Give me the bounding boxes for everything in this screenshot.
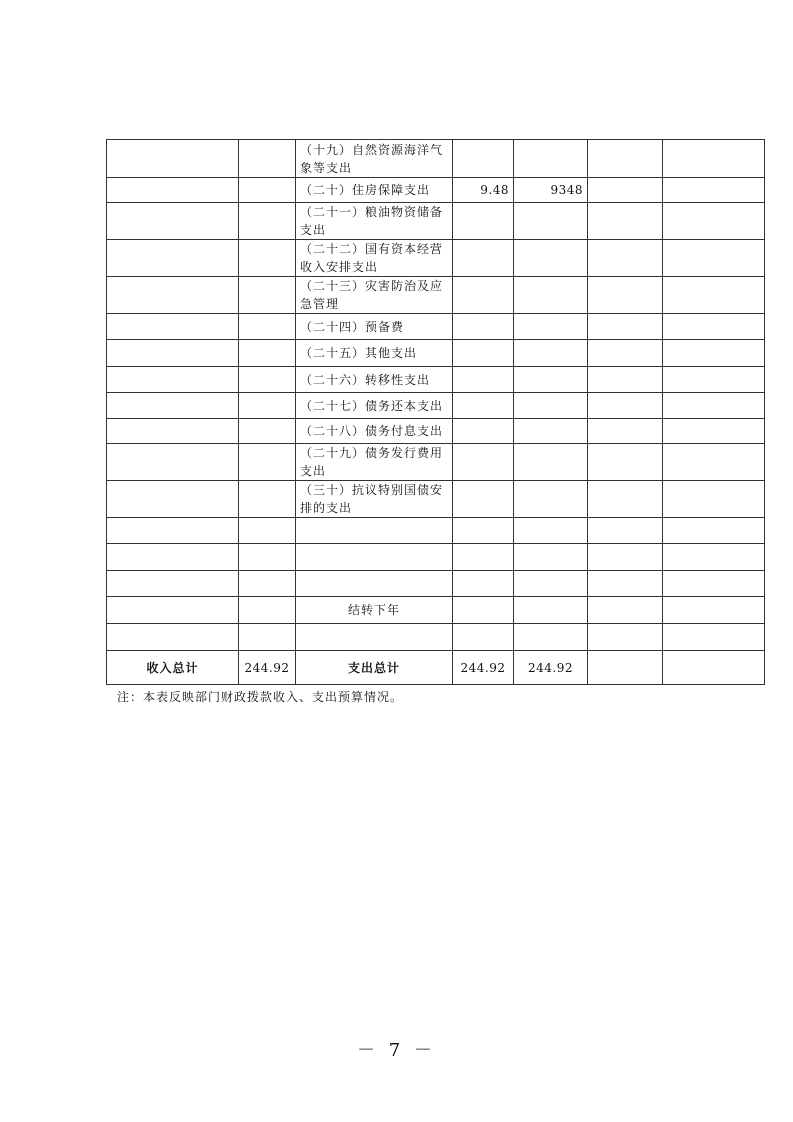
expense-value-1 — [453, 203, 514, 240]
expense-value-2: 9348 — [514, 178, 588, 203]
empty-row — [107, 571, 765, 597]
expense-value-1 — [453, 419, 514, 444]
table-cell — [107, 419, 239, 444]
expense-item-label: （二十一）粮油物资储备支出 — [296, 203, 453, 240]
table-cell — [588, 340, 663, 367]
table-cell — [107, 367, 239, 393]
total-row — [107, 651, 765, 685]
table-row — [107, 367, 765, 393]
table-cell — [239, 444, 296, 481]
table-cell — [588, 178, 663, 203]
table-footnote: 注：本表反映部门财政拨款收入、支出预算情况。 — [117, 690, 404, 704]
table-cell — [239, 314, 296, 340]
table-cell — [107, 240, 239, 277]
table-cell — [663, 277, 765, 314]
expense-value-2 — [514, 140, 588, 178]
table-cell — [239, 140, 296, 178]
expense-value-2 — [514, 277, 588, 314]
income-total-value: 244.92 — [239, 651, 296, 685]
expense-item-label: （三十）抗议特别国债安排的支出 — [296, 481, 453, 518]
expense-total-value-1: 244.92 — [453, 651, 514, 685]
table-row — [107, 314, 765, 340]
table-row — [107, 393, 765, 419]
table-cell — [663, 367, 765, 393]
expense-item-label: （十九）自然资源海洋气象等支出 — [296, 140, 453, 178]
expense-value-2 — [514, 481, 588, 518]
expense-item-label: （二十四）预备费 — [296, 314, 453, 340]
table-cell — [588, 240, 663, 277]
table-row — [107, 240, 765, 277]
table-cell — [588, 203, 663, 240]
expense-item-label: （二十三）灾害防治及应急管理 — [296, 277, 453, 314]
expense-value-1 — [453, 240, 514, 277]
expense-value-1 — [453, 367, 514, 393]
table-cell — [663, 314, 765, 340]
page-number: － 7 － — [357, 1040, 436, 1061]
table-row — [107, 178, 765, 203]
expense-value-2 — [514, 393, 588, 419]
table-cell — [107, 481, 239, 518]
table-cell — [663, 419, 765, 444]
table-cell — [239, 481, 296, 518]
expense-value-2 — [514, 240, 588, 277]
table-cell — [663, 340, 765, 367]
table-row — [107, 419, 765, 444]
table-row — [107, 277, 765, 314]
table-cell — [239, 340, 296, 367]
expense-value-2 — [514, 314, 588, 340]
table-cell — [663, 393, 765, 419]
table-cell — [107, 314, 239, 340]
table-cell — [239, 178, 296, 203]
expense-value-1 — [453, 444, 514, 481]
expense-value-1 — [453, 314, 514, 340]
table-row — [107, 481, 765, 518]
table-cell — [107, 393, 239, 419]
table-cell — [239, 203, 296, 240]
table-cell — [107, 140, 239, 178]
table-cell — [663, 240, 765, 277]
table-cell — [588, 277, 663, 314]
table-cell — [239, 367, 296, 393]
table-cell — [107, 340, 239, 367]
table-cell — [588, 367, 663, 393]
carryover-row — [107, 597, 765, 624]
expense-value-2 — [514, 367, 588, 393]
expense-value-1 — [453, 140, 514, 178]
expense-value-1 — [453, 481, 514, 518]
expense-value-2 — [514, 340, 588, 367]
table-row — [107, 340, 765, 367]
table-cell — [239, 277, 296, 314]
table-cell — [588, 444, 663, 481]
expense-total-value-2: 244.92 — [514, 651, 588, 685]
empty-row — [107, 544, 765, 571]
expense-value-1 — [453, 393, 514, 419]
table-cell — [663, 178, 765, 203]
table-row — [107, 203, 765, 240]
carryover-label: 结转下年 — [296, 597, 453, 624]
expense-item-label: （二十五）其他支出 — [296, 340, 453, 367]
expense-item-label: （二十七）债务还本支出 — [296, 393, 453, 419]
expense-total-label: 支出总计 — [296, 651, 453, 685]
table-cell — [588, 419, 663, 444]
income-total-label: 收入总计 — [107, 651, 239, 685]
table-cell — [239, 240, 296, 277]
table-cell — [239, 393, 296, 419]
expense-item-label: （二十八）债务付息支出 — [296, 419, 453, 444]
table-cell — [107, 277, 239, 314]
table-cell — [239, 419, 296, 444]
expense-item-label: （二十九）债务发行费用支出 — [296, 444, 453, 481]
table-cell — [663, 203, 765, 240]
table-cell — [588, 140, 663, 178]
table-cell — [663, 140, 765, 178]
table-row — [107, 444, 765, 481]
table-row — [107, 140, 765, 178]
expense-item-label: （二十六）转移性支出 — [296, 367, 453, 393]
table-cell — [588, 481, 663, 518]
budget-table — [106, 139, 765, 685]
expense-value-2 — [514, 419, 588, 444]
expense-item-label: （二十）住房保障支出 — [296, 178, 453, 203]
empty-row — [107, 518, 765, 544]
expense-value-1: 9.48 — [453, 178, 514, 203]
expense-item-label: （二十二）国有资本经营收入安排支出 — [296, 240, 453, 277]
expense-value-2 — [514, 203, 588, 240]
expense-value-1 — [453, 340, 514, 367]
table-cell — [107, 203, 239, 240]
table-cell — [663, 481, 765, 518]
table-cell — [107, 444, 239, 481]
table-cell — [588, 393, 663, 419]
table-cell — [107, 178, 239, 203]
table-cell — [588, 314, 663, 340]
table-cell — [663, 444, 765, 481]
empty-row — [107, 624, 765, 651]
expense-value-1 — [453, 277, 514, 314]
expense-value-2 — [514, 444, 588, 481]
